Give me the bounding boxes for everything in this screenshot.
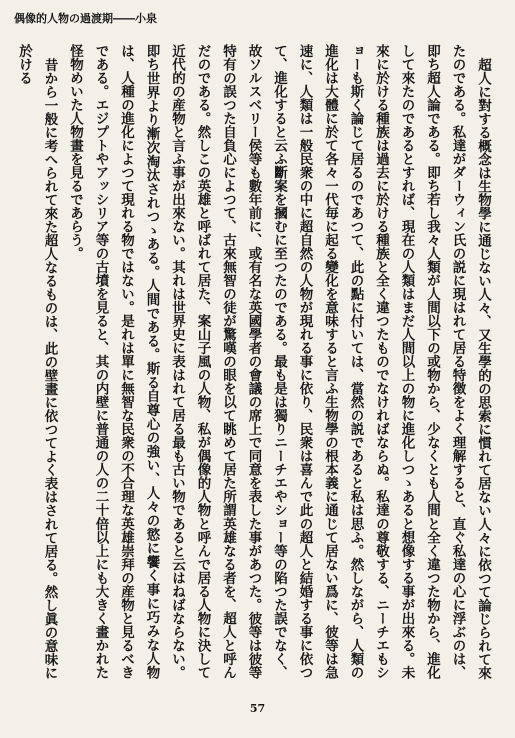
paragraph-2: 昔から一般に考へられて來た超人なるものは、此の壁畫に依つてよく表はされて居る。然し眞の意味に於ける <box>16 44 58 679</box>
page-number: 57 <box>249 702 266 715</box>
vertical-body-text <box>16 44 495 679</box>
running-head-title: 偶像的人物の過渡期――小泉 <box>14 12 157 25</box>
paragraph-1: 超人に對する概念は生物學に通じない人々、又生學的の思索に慣れて居ない人々に依つて論じられて來たのである。私達がダーウィン氏の説に現はれて居る特徴をよく理解すると、直ぐ私達の心に浮ぶのは、即ち超人論である。即ち若し我々人類が人間以下の或物から、少なくとも人間と全く違つた物から、進化して來たのであるとすれば、現在の人類はまだ人間以上の物に進化しつゝあると想像する事が出來る。未來に於ける種族は過去に於ける種族と全く違つたものでなければならぬ。私達の尊敬する、ニーチエもショーも斯く論じて居るのであつて、此の點に付いては、當然の説であると私は思ふ。然しながら、人類の進化は大體に於て各々一代毎に起る變化を意味すると言ふ生物學の根本義に通じて居ない爲に、彼等は急速に、人類は一般民衆の中に超自然の人物が現れる事に依り、民衆は喜んで此の超人と結婚する事に依つて、進化すると云ふ斷案を摑むに至つたのである。最も是は獨りニーチエやショー等の陷つた誤でなく、故ソルスベリー侯等も數年前に、或有名な英國學者の會議の席上で同意を表した事があつた。彼等は彼等特有の誤つた自負心によつて、古來無智の徒が驚嘆の眼を以て眺めて居た所謂英雄なる者を、超人と呼んだのである。然しこの英雄と呼ばれて居た、案山子風の人物、私が偶像的人物と呼んで居る人物に決して近代的の産物と言ふ事が出來ない。其れは世界史に表はれて居る最も古い物であると云はねばならない。即ち世界より漸次淘汰されつゝある。人間である。斯る自尊心の強い、人々の慾に饗く事に巧みな人物は、人種の進化によつて現れる物ではない。是れは單に無智な民衆の不合理な英雄崇拜の産物と見るべきである。エジプトやアッシリア等の古墳を見ると、其の内壁に普通の人の二十倍以上にも大きく畫かれた怪物めいた人物畫を見るであらう。 <box>67 44 491 679</box>
